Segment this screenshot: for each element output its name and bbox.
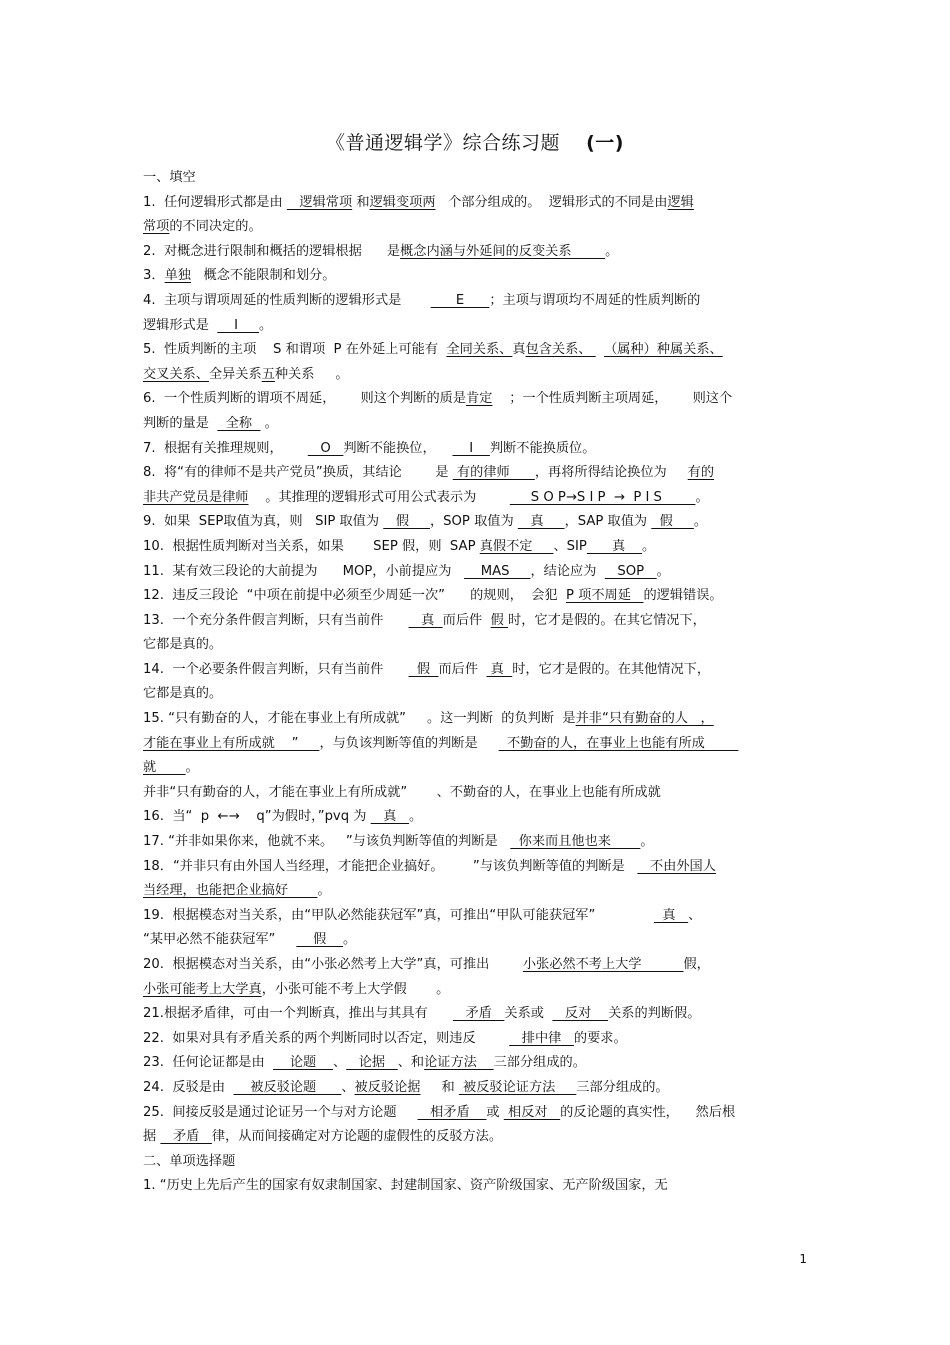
answer-blank: 有的 bbox=[687, 465, 715, 481]
question-text: 。 bbox=[409, 809, 423, 825]
question-line bbox=[143, 412, 808, 437]
question-line bbox=[143, 1051, 808, 1076]
question-text: 16. 当“ p ←→ q”为假时，”pvq 为 bbox=[143, 809, 371, 825]
question-text: 。 bbox=[656, 563, 670, 579]
question-line bbox=[143, 437, 808, 462]
question-line bbox=[143, 879, 808, 904]
answer-blank: 排中律 bbox=[509, 1030, 574, 1046]
question-text: 并非“只有勤奋的人，才能在事业上有所成就” 、不勤奋的人，在事业上也能有所成就 bbox=[143, 784, 661, 800]
answer-blank: 真 bbox=[517, 514, 565, 530]
exercise-content bbox=[143, 166, 808, 1199]
question-text: ；主项与谓项均不周延的性质判断的 bbox=[489, 292, 701, 308]
answer-blank: 假 bbox=[296, 932, 344, 948]
question-text: 关系的判断假。 bbox=[608, 1006, 701, 1022]
answer-blank: 真假不定 bbox=[479, 538, 554, 554]
question-line bbox=[143, 633, 808, 658]
answer-blank: 假 bbox=[490, 612, 509, 628]
fill-blank-questions bbox=[143, 191, 808, 1150]
question-line bbox=[143, 363, 808, 388]
question-line bbox=[143, 1002, 808, 1027]
single-choice-questions bbox=[143, 1174, 808, 1199]
question-text: 的反论题的真实性， 然后根 bbox=[560, 1104, 736, 1120]
question-text: 11. 某有效三段论的大前提为 MOP，小前提应为 bbox=[143, 563, 464, 579]
answer-blank: 相反对 bbox=[503, 1104, 561, 1120]
question-line bbox=[143, 682, 808, 707]
answer-blank: （属种）种属关系、 bbox=[604, 342, 723, 358]
page-number: 1 bbox=[799, 1252, 807, 1266]
question-text: ，与负该判断等值的判断是 bbox=[319, 735, 499, 751]
question-line bbox=[143, 560, 808, 585]
answer-blank: 被反驳论证方法 bbox=[458, 1079, 577, 1095]
question-line bbox=[143, 1174, 808, 1199]
answer-blank: 论题 bbox=[273, 1055, 333, 1071]
question-line bbox=[143, 1125, 808, 1150]
answer-blank: 假 bbox=[383, 514, 430, 530]
question-text: 、 bbox=[341, 1079, 355, 1095]
answer-blank: 肯定 bbox=[466, 391, 493, 407]
question-text: 25. 间接反驳是通过论证另一个与对方论题 bbox=[143, 1104, 418, 1120]
answer-blank: 被反驳论题 bbox=[233, 1079, 342, 1095]
answer-blank: 就 bbox=[143, 760, 186, 776]
question-text: 1. “历史上先后产生的国家有奴隶制国家、封建制国家、资产阶级国家、无产阶级国家，无 bbox=[143, 1178, 668, 1194]
question-text: 。 bbox=[693, 514, 708, 530]
question-text: 10. 根据性质判断对当关系，如果 SEP 假，则 SAP bbox=[143, 538, 480, 554]
question-line bbox=[143, 756, 808, 781]
question-line bbox=[143, 510, 808, 535]
question-line bbox=[143, 264, 808, 289]
question-text: 。 bbox=[185, 760, 199, 776]
question-text: 7. 根据有关推理规则， bbox=[143, 440, 308, 456]
question-text: 和 bbox=[352, 194, 370, 210]
answer-blank: I bbox=[217, 317, 259, 333]
section-heading-fill-blank: 一、填空 bbox=[143, 170, 196, 185]
question-text: 而后件 bbox=[442, 612, 491, 628]
question-text: 的要求。 bbox=[573, 1030, 627, 1046]
answer-blank: 逻辑常项 bbox=[286, 194, 353, 210]
question-text bbox=[596, 342, 604, 357]
question-line bbox=[143, 584, 808, 609]
question-line bbox=[143, 314, 808, 339]
question-text: ，再将所得结论换位为 bbox=[534, 465, 688, 481]
question-line bbox=[143, 830, 808, 855]
question-text: 22. 如果对具有矛盾关系的两个判断同时以否定，则违反 bbox=[143, 1030, 510, 1046]
question-line bbox=[143, 215, 808, 240]
answer-blank: 论证方法 bbox=[424, 1055, 494, 1071]
question-line bbox=[143, 904, 808, 929]
question-line bbox=[143, 535, 808, 560]
question-text: 。 bbox=[317, 883, 331, 899]
answer-blank: O bbox=[307, 440, 344, 456]
question-text: ；一个性质判断主项周延， 则这个 bbox=[492, 391, 733, 407]
answer-blank: 反对 bbox=[552, 1006, 609, 1022]
document-title bbox=[0, 128, 950, 155]
question-line bbox=[143, 781, 808, 806]
answer-blank: 真 bbox=[486, 661, 513, 677]
answer-blank: 概念内涵与外延间的反变关系 bbox=[400, 243, 606, 259]
answer-blank: 五 bbox=[261, 366, 275, 382]
answer-blank: 假 bbox=[651, 514, 694, 530]
answer-blank: 全称 bbox=[217, 415, 261, 431]
answer-blank: 有的律师 bbox=[452, 465, 535, 481]
question-text: 、 bbox=[688, 907, 702, 923]
question-text: 逻辑形式是 bbox=[143, 317, 218, 333]
question-text: ，结论应为 bbox=[530, 563, 605, 579]
question-text: 种关系 。 bbox=[274, 366, 349, 382]
question-text: 时，它才是假的。在其他情况下， bbox=[512, 661, 711, 677]
question-line bbox=[143, 289, 808, 314]
question-text: 三部分组成的。 bbox=[493, 1055, 586, 1071]
answer-blank: 相矛盾 bbox=[417, 1104, 487, 1120]
question-line bbox=[143, 928, 808, 953]
question-text: 它都是真的。 bbox=[143, 686, 223, 702]
question-line bbox=[143, 338, 808, 363]
question-line bbox=[143, 732, 808, 757]
question-text: 5. 性质判断的主项 S 和谓项 P 在外延上可能有 bbox=[143, 342, 447, 358]
question-line bbox=[143, 1076, 808, 1101]
question-text: 的逻辑错误。 bbox=[643, 588, 723, 604]
question-line bbox=[143, 978, 808, 1003]
question-text: 或 bbox=[486, 1104, 504, 1120]
answer-blank: P 项不周延 bbox=[566, 588, 644, 604]
answer-blank: 并非“只有勤奋的人 ， bbox=[575, 711, 714, 727]
question-text: 。 bbox=[641, 538, 656, 554]
question-line bbox=[143, 953, 808, 978]
answer-blank: 小张可能考上大学真 bbox=[143, 981, 262, 997]
question-text: 13. 一个充分条件假言判断，只有当前件 bbox=[143, 612, 409, 628]
answer-blank: 矛盾 bbox=[160, 1129, 212, 1145]
question-text: 个部分组成的。 逻辑形式的不同是由 bbox=[435, 194, 668, 210]
answer-blank: 非共产党员是律师 bbox=[143, 489, 249, 505]
answer-blank: 真 bbox=[654, 907, 689, 923]
question-text: ，SOP 取值为 bbox=[429, 514, 518, 530]
answer-blank: 真 bbox=[408, 612, 443, 628]
answer-blank: 你来而且他也来 bbox=[510, 834, 641, 850]
question-text: 。其推理的逻辑形式可用公式表示为 bbox=[248, 489, 510, 505]
question-text: 。 bbox=[258, 317, 273, 333]
answer-blank: 假 bbox=[408, 661, 439, 677]
answer-blank: 当经理，也能把企业搞好 bbox=[143, 883, 318, 899]
answer-blank: 矛盾 bbox=[452, 1006, 505, 1022]
question-text: 、和 bbox=[397, 1055, 425, 1071]
question-line bbox=[143, 191, 808, 216]
question-text: 14. 一个必要条件假言判断，只有当前件 bbox=[143, 661, 409, 677]
question-text: 的不同决定的。 bbox=[169, 219, 262, 235]
question-text: 而后件 bbox=[438, 661, 487, 677]
question-text: ，小张可能不考上大学假 。 bbox=[261, 981, 450, 997]
question-line bbox=[143, 486, 808, 511]
answer-blank: 真 bbox=[370, 809, 410, 825]
question-text: 21.根据矛盾律，可由一个判断真，推出与其具有 bbox=[143, 1006, 453, 1022]
question-text: 。 bbox=[695, 489, 709, 505]
answer-blank: 包含关系、 bbox=[525, 342, 596, 358]
question-text: 关系或 bbox=[504, 1006, 553, 1022]
question-text: 和 bbox=[420, 1079, 459, 1095]
question-line bbox=[143, 805, 808, 830]
question-text: 据 bbox=[143, 1129, 161, 1145]
question-line bbox=[143, 387, 808, 412]
question-line bbox=[143, 1027, 808, 1052]
answer-blank: 全同关系、 bbox=[446, 342, 513, 358]
question-text: 20. 根据模态对当关系，由“小张必然考上大学”真，可推出 bbox=[143, 957, 523, 972]
question-text: 12. 违反三段论 “中项在前提中必须至少周延一次” 的规则， 会犯 bbox=[143, 588, 567, 604]
answer-blank: 交叉关系、 bbox=[143, 366, 209, 382]
question-text: 19. 根据模态对当关系，由“甲队必然能获冠军”真，可推出“甲队可能获冠军” bbox=[143, 907, 654, 923]
question-text: 假， bbox=[683, 957, 710, 972]
question-text: 判断不能换位， bbox=[343, 440, 453, 456]
answer-blank: 小张必然不考上大学 bbox=[522, 957, 684, 972]
question-text: 。 bbox=[343, 932, 357, 948]
question-line bbox=[143, 658, 808, 683]
question-text: 1. 任何逻辑形式都是由 bbox=[143, 194, 287, 210]
question-line bbox=[143, 855, 808, 880]
question-line bbox=[143, 609, 808, 634]
answer-blank: 论据 bbox=[346, 1055, 398, 1071]
question-text: 8. 将“有的律师不是共产党员”换质，其结论 是 bbox=[143, 465, 453, 481]
question-text: ，SAP 取值为 bbox=[564, 514, 652, 530]
question-text: 4. 主项与谓项周延的性质判断的逻辑形式是 bbox=[143, 292, 431, 308]
answer-blank: 单独 bbox=[164, 268, 191, 284]
question-line bbox=[143, 240, 808, 265]
question-text: 真 bbox=[512, 342, 526, 358]
question-text: 。 bbox=[605, 243, 619, 259]
question-line bbox=[143, 707, 808, 732]
answer-blank: 逻辑 bbox=[667, 194, 694, 210]
question-text: 概念不能限制和划分。 bbox=[190, 268, 336, 284]
question-text: 判断不能换质位。 bbox=[489, 440, 596, 456]
answer-blank: I bbox=[452, 440, 490, 456]
answer-blank: 不由外国人 bbox=[637, 858, 716, 874]
question-text: 。 bbox=[260, 415, 278, 431]
answer-blank: 才能在事业上有所成就 ” bbox=[143, 735, 320, 751]
question-text: 全异关系 bbox=[208, 366, 262, 382]
question-text: 。 bbox=[640, 834, 654, 850]
answer-blank: 被反驳论据 bbox=[354, 1079, 421, 1095]
title-suffix: (一) bbox=[586, 132, 624, 154]
answer-blank: 常项 bbox=[143, 219, 170, 235]
question-text: 23. 任何论证都是由 bbox=[143, 1055, 274, 1071]
question-text: 2. 对概念进行限制和概括的逻辑根据 是 bbox=[143, 243, 401, 259]
question-text: 它都是真的。 bbox=[143, 637, 223, 653]
answer-blank: 逻辑变项两 bbox=[369, 194, 436, 210]
question-text: 律，从而间接确定对方论题的虚假性的反驳方法。 bbox=[211, 1129, 503, 1145]
answer-blank: S O P→S I P → P I S bbox=[509, 489, 696, 505]
question-line bbox=[143, 461, 808, 486]
question-text: 9. 如果 SEP取值为真，则 SIP 取值为 bbox=[143, 514, 384, 530]
section-heading-single-choice: 二、单项选择题 bbox=[143, 1153, 236, 1169]
question-text: 17. “并非如果你来，他就不来。 ”与该负判断等值的判断是 bbox=[143, 834, 511, 850]
question-text: 18．“并非只有由外国人当经理，才能把企业搞好。 ”与该负判断等值的判断是 bbox=[143, 858, 638, 874]
question-text: “某甲必然不能获冠军” bbox=[143, 932, 297, 948]
answer-blank: 真 bbox=[586, 538, 642, 554]
question-text: 三部分组成的。 bbox=[576, 1079, 669, 1095]
question-text: 24. 反驳是由 bbox=[143, 1079, 234, 1095]
question-text: 15. “只有勤奋的人，才能在事业上有所成就” 。这一判断 的负判断 是 bbox=[143, 711, 576, 727]
question-text: 、SIP bbox=[553, 538, 587, 554]
answer-blank: E bbox=[430, 292, 490, 308]
question-text: 判断的量是 bbox=[143, 415, 218, 431]
question-text: 3． bbox=[143, 268, 165, 284]
question-text: 6. 一个性质判断的谓项不周延， 则这个判断的质是 bbox=[143, 391, 467, 407]
question-text: 时，它才是假的。在其它情况下， bbox=[508, 612, 706, 628]
question-line bbox=[143, 1101, 808, 1126]
answer-blank: 不勤奋的人，在事业上也能有所成 bbox=[498, 735, 739, 751]
answer-blank: SOP bbox=[604, 563, 657, 579]
answer-blank: MAS bbox=[463, 563, 531, 579]
question-text: 、 bbox=[332, 1055, 347, 1071]
title-text: 《普通逻辑学》综合练习题 bbox=[326, 132, 561, 154]
